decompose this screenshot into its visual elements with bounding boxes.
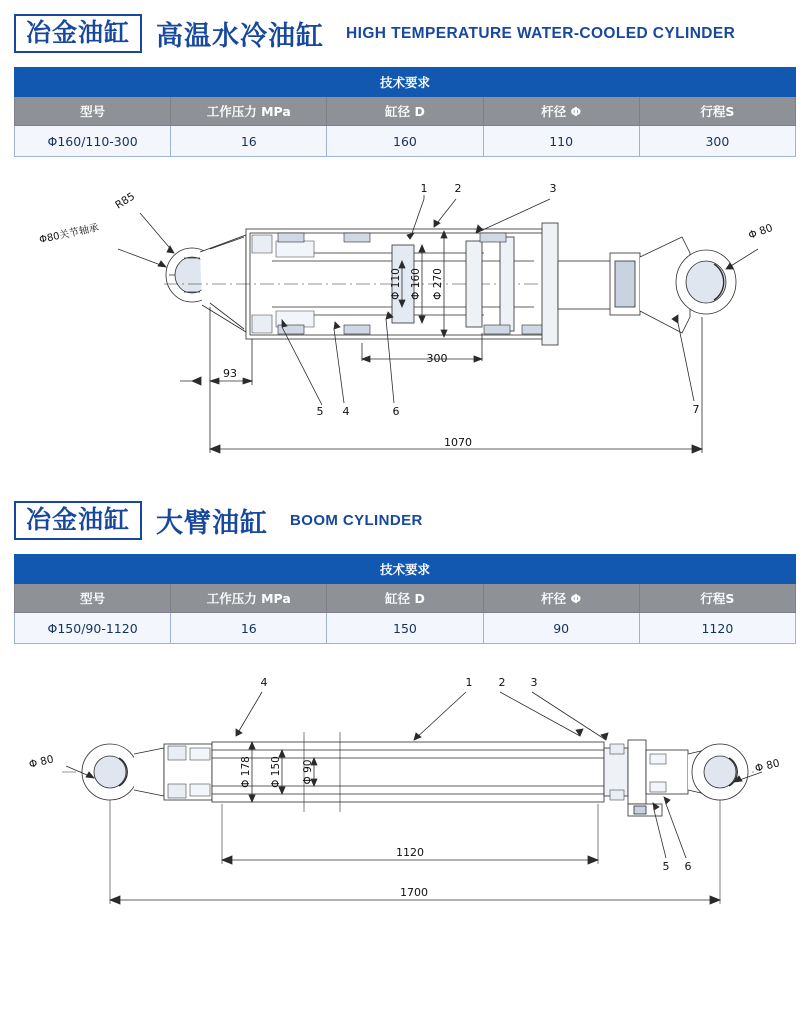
callout-1: 1	[465, 676, 473, 689]
cell-rod: 110	[483, 126, 639, 157]
dim-left-pin: Φ 80	[27, 753, 55, 771]
brand-label: 冶金油缸	[26, 18, 131, 47]
cell-model: Φ150/90-1120	[15, 613, 171, 644]
callout-5: 5	[316, 405, 324, 418]
column-header-pressure: 工作压力 MPa	[171, 584, 327, 613]
section-title-en-2: BOOM CYLINDER	[290, 512, 423, 529]
callout-5: 5	[662, 860, 670, 873]
callout-3: 3	[549, 182, 557, 195]
cell-bore: 150	[327, 613, 483, 644]
spec-table-1	[14, 67, 796, 157]
cell-pressure: 16	[171, 613, 327, 644]
callout-4: 4	[342, 405, 350, 418]
callout-6: 6	[684, 860, 692, 873]
dim-stroke: 300	[426, 352, 448, 365]
dim-rod-diameter: Φ 110	[390, 268, 402, 300]
column-header-rod: 杆径 Φ	[483, 97, 639, 126]
section-header-1	[14, 0, 796, 53]
dim-outer-diameter: Φ 270	[432, 268, 444, 300]
column-header-pressure: 工作压力 MPa	[171, 97, 327, 126]
dim-rod-diameter: Φ 90	[302, 759, 314, 785]
column-header-stroke: 行程S	[639, 97, 795, 126]
brand-badge-1	[14, 14, 142, 53]
dim-radius: R85	[113, 190, 138, 212]
cell-pressure: 16	[171, 126, 327, 157]
column-header-stroke: 行程S	[639, 584, 795, 613]
section-header-2	[14, 487, 796, 540]
brand-badge-2	[14, 501, 142, 540]
spec-caption: 技术要求	[15, 68, 796, 97]
dim-stroke: 1120	[396, 846, 424, 859]
spec-caption: 技术要求	[15, 555, 796, 584]
column-header-bore: 缸径 D	[327, 97, 483, 126]
dim-total-length: 1070	[444, 436, 472, 449]
dim-bore-diameter: Φ 150	[270, 756, 282, 788]
cell-model: Φ160/110-300	[15, 126, 171, 157]
technical-drawing-1	[14, 157, 796, 487]
table-header-row	[15, 97, 796, 126]
dim-end-length: 93	[223, 367, 237, 380]
table-caption-row	[15, 68, 796, 97]
callout-7: 7	[692, 403, 700, 416]
column-header-rod: 杆径 Φ	[483, 584, 639, 613]
column-header-bore: 缸径 D	[327, 584, 483, 613]
callout-4: 4	[260, 676, 268, 689]
dim-right-pin: Φ 80	[753, 757, 781, 775]
spec-table-2	[14, 554, 796, 644]
cell-stroke: 300	[639, 126, 795, 157]
column-header-model: 型号	[15, 584, 171, 613]
section-title-en-1: HIGH TEMPERATURE WATER-COOLED CYLINDER	[346, 24, 736, 42]
table-row	[15, 126, 796, 157]
table-row	[15, 613, 796, 644]
dim-bore-diameter: Φ 160	[410, 268, 422, 300]
cell-bore: 160	[327, 126, 483, 157]
dim-right-pin: Φ 80	[746, 222, 775, 242]
callout-2: 2	[498, 676, 506, 689]
table-header-row	[15, 584, 796, 613]
technical-drawing-2	[14, 644, 796, 934]
column-header-model: 型号	[15, 97, 171, 126]
section-title-cn-2: 大臂油缸	[156, 508, 269, 539]
dim-spherical-bearing: Φ80关节轴承	[38, 222, 100, 246]
dim-total-length: 1700	[400, 886, 428, 899]
callout-6: 6	[392, 405, 400, 418]
section-title-cn-1: 高温水冷油缸	[156, 21, 325, 52]
dim-outer-diameter: Φ 178	[240, 756, 252, 788]
brand-label: 冶金油缸	[26, 505, 131, 534]
cell-rod: 90	[483, 613, 639, 644]
callout-1: 1	[420, 182, 428, 195]
table-caption-row	[15, 555, 796, 584]
callout-3: 3	[530, 676, 538, 689]
cell-stroke: 1120	[639, 613, 795, 644]
callout-2: 2	[454, 182, 462, 195]
